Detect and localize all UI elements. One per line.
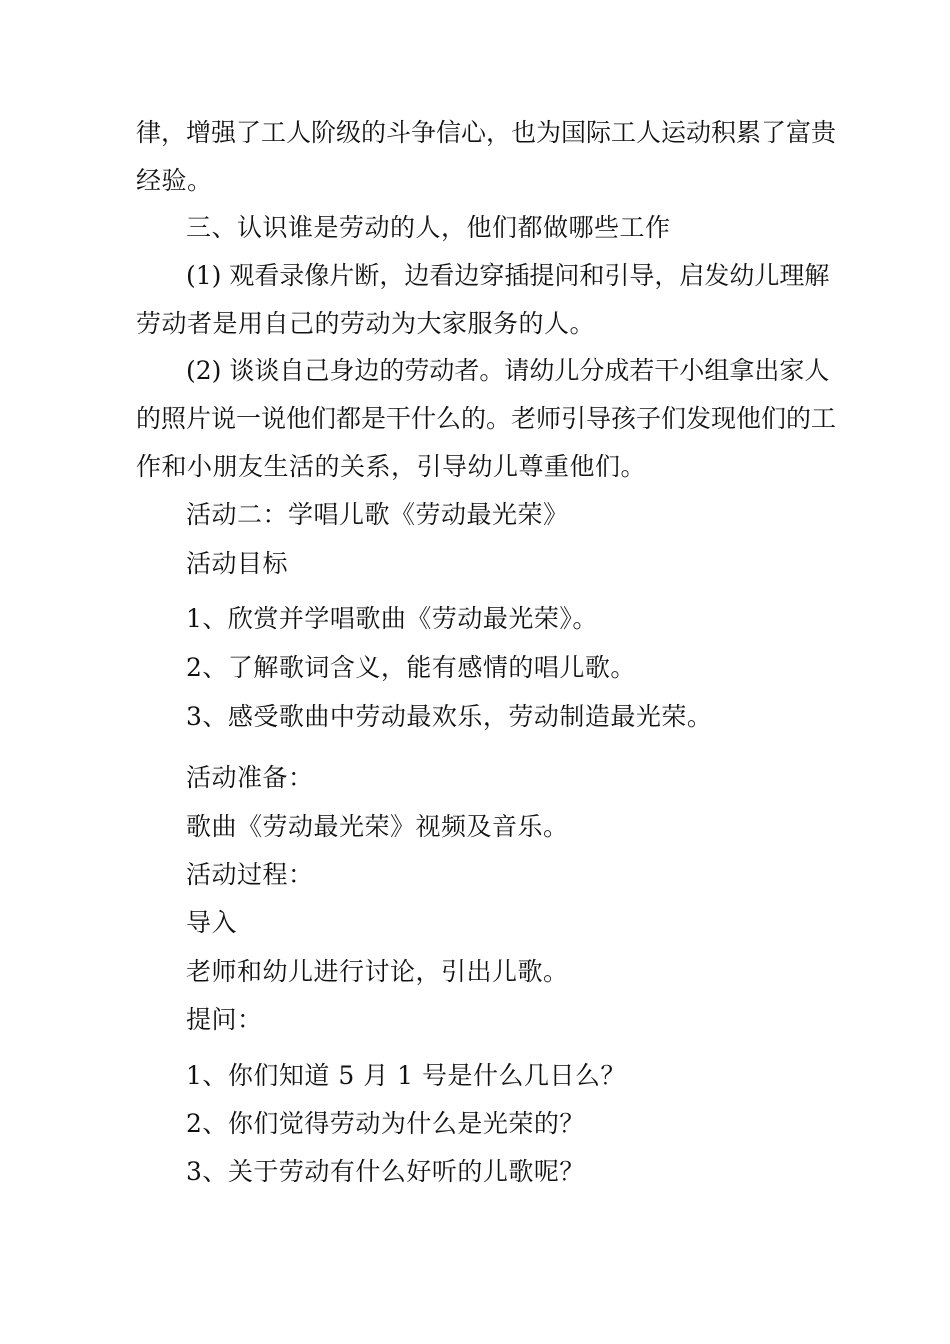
intro-heading: 导入 — [186, 908, 238, 937]
intro-text: 老师和幼儿进行讨论，引出儿歌。 — [186, 957, 569, 986]
section-heading-3: 三、认识谁是劳动的人，他们都做哪些工作 — [186, 213, 671, 242]
question-heading: 提问： — [186, 1005, 263, 1034]
activity-goal-heading: 活动目标 — [186, 549, 289, 578]
paragraph-item-2-line-1: (2) 谈谈自己身边的劳动者。请幼儿分成若干小组拿出家人 — [186, 356, 830, 385]
paragraph-item-1-line-2: 劳动者是用自己的劳动为大家服务的人。 — [136, 309, 596, 338]
paragraph-item-1-line-1: (1) 观看录像片断，边看边穿插提问和引导，启发幼儿理解 — [186, 261, 830, 290]
paragraph-line-2: 经验。 — [136, 166, 213, 195]
paragraph-line-1: 律，增强了工人阶级的斗争信心，也为国际工人运动积累了富贵 — [136, 118, 837, 147]
preparation-text: 歌曲《劳动最光荣》视频及音乐。 — [186, 812, 569, 841]
preparation-heading: 活动准备： — [186, 763, 314, 792]
activity-two-title: 活动二：学唱儿歌《劳动最光荣》 — [186, 500, 569, 529]
question-item-2: 2、你们觉得劳动为什么是光荣的？ — [186, 1109, 585, 1138]
paragraph-item-2-line-2: 的照片说一说他们都是干什么的。老师引导孩子们发现他们的工 — [136, 404, 837, 433]
goal-item-2: 2、了解歌词含义，能有感情的唱儿歌。 — [186, 653, 636, 682]
paragraph-item-2-line-3: 作和小朋友生活的关系，引导幼儿尊重他们。 — [136, 452, 647, 481]
process-heading: 活动过程： — [186, 860, 314, 889]
question-item-3: 3、关于劳动有什么好听的儿歌呢？ — [186, 1157, 585, 1186]
question-item-1: 1、你们知道 5 月 1 号是什么几日么？ — [186, 1061, 627, 1090]
goal-item-3: 3、感受歌曲中劳动最欢乐，劳动制造最光荣。 — [186, 702, 713, 731]
goal-item-1: 1、欣赏并学唱歌曲《劳动最光荣》。 — [186, 604, 598, 633]
